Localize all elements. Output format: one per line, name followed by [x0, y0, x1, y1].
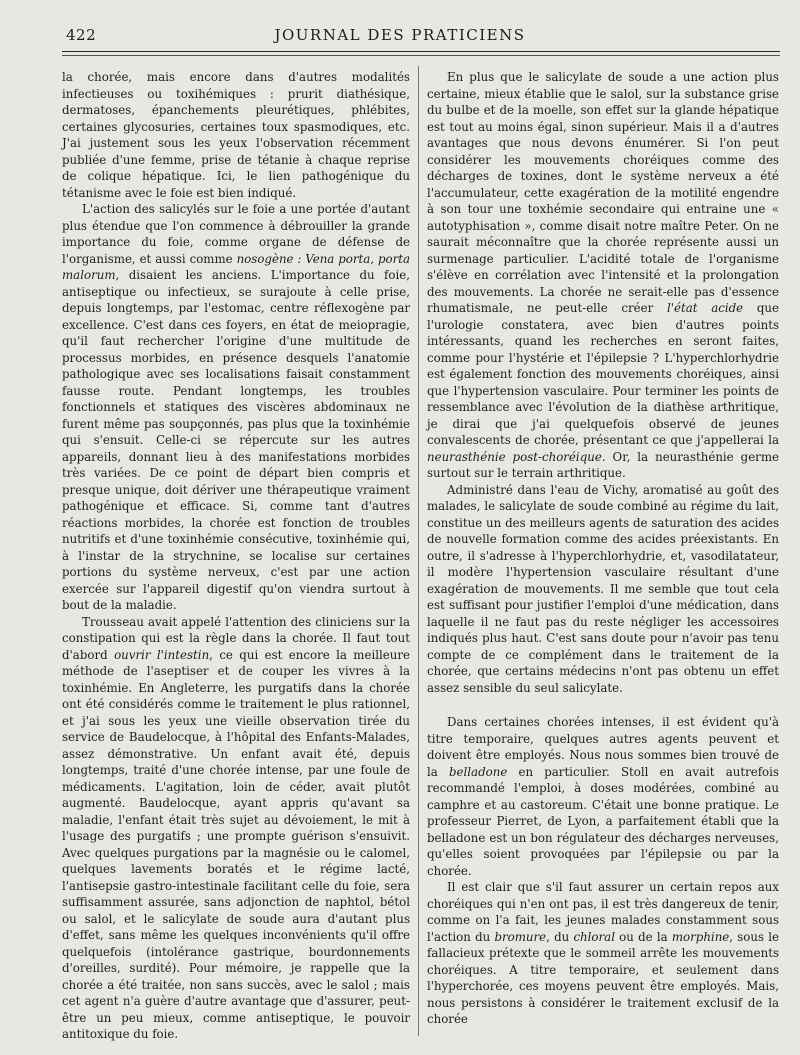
paragraph: Trousseau avait appelé l'attention des cliniciens sur la constipation qui est la règle dans la chorée. Il faut tout d'abord ouvrir l'intestin, ce qui est encore la meilleure méthode de l'aseptiser et de couper les vivres à la toxinhémie. En Angleterre, les purgatifs dans la chorée ont été considérés comme le traitement le plus rationnel, et j'ai sous les yeux une vieille observation tirée du service de Baudelocque, à l'hôpital des Enfants-Malades, assez démonstrative. Un enfant avait été, depuis longtemps, traité d'une chorée intense, par une foule de médicaments. L'agitation, loin de céder, avait plutôt augmenté. Baudelocque, ayant appris qu'avant sa maladie, l'enfant était très sujet au dévoiement, le mit à l'usage des purgatifs ; une prompte guérison s'ensuivit. Avec quelques purgations par la magnésie ou le calomel, quelques lavements boratés et le régime lacté, l'antisepsie gastro-intestinale facilitant celle du foie, sera suffisamment assurée, sans adjonction de naphtol, bétol ou salol, et le salicylate de soude aura d'autant plus d'effet, sans même les quelques inconvénients qu'il offre quelquefois (intolérance gastrique, bourdonnements d'oreilles, surdité). Pour mémoire, je rappelle que la chorée a été traitée, non sans succès, avec le salol ; mais cet agent n'a guère d'autre avantage que d'assurer, peut-être un peu mieux, comme antiseptique, le pouvoir antitoxique du foie.: [62, 614, 410, 1041]
paragraph: L'action des salicylés sur le foie a une portée d'autant plus étendue que l'on commence à débrouiller la grande importance du foie, comme organe de défense de l'organisme, et aussi comme nosogène : Vena porta, porta malorum, disaient les anciens. L'importance du foie, antiseptique ou infectieux, se surajoute à celle prise, depuis longtemps, par l'estomac, centre réflexogène par excellence. C'est dans ces foyers, en état de meiopragie, qu'il faut rechercher l'origine d'une multitude de processus morbides, en présence desquels l'anatomie pathologique avec ses localisations faisait constamment fausse route. Pendant longtemps, les troubles fonctionnels et statiques des viscères abdominaux ne furent même pas soupçonnés, pas plus que la toxinhémie qui s'ensuit. Celle-ci se répercute sur les autres appareils, donnant lieu à des manifestations morbides très variées. De ce point de départ bien compris et presque unique, doit dériver une thérapeutique vraiment pathogénique et efficace. Si, comme tant d'autres réactions morbides, la chorée est fonction de troubles nutritifs et d'une toxinhémie consécutive, toxinhémie qui, à l'instar de la strychnine, se localise sur certaines portions du système nerveux, c'est par une action exercée sur l'appareil digestif qu'on viendra surtout à bout de la maladie.: [62, 202, 411, 612]
paragraph: Il est clair que s'il faut assurer un certain repos aux choréiques qui n'en ont pas, il est très dangereux de tenir, comme on l'a fait, les jeunes malades constamment sous l'action du bromure, du chloral ou de la morphine, sous le fallacieux prétexte que le sommeil arrête les mouvements choréiques. A titre temporaire, et seulement dans l'hyperchorée, ces moyens peuvent être employés. Mais, nous persistons à considérer le traitement exclusif de la chorée: [427, 880, 779, 1026]
header-rule: [62, 51, 780, 52]
paragraph: Dans certaines chorées intenses, il est évident qu'à titre temporaire, quelques autres agents peuvent et doivent être employés. Nous nous sommes bien trouvé de la belladone en particulier. Stoll en avait autrefois recommandé l'emploi, à doses modérées, combiné au camphre et au castoreum. C'était une bonne pratique. Le professeur Pierret, de Lyon, a parfaitement établi que la belladone est un bon régulateur des décharges nerveuses, qu'elles soient provoquées par l'épilepsie ou par la chorée.: [427, 715, 779, 878]
paragraph: En plus que le salicylate de soude a une action plus certaine, mieux établie que le salol, sur la substance grise du bulbe et de la moelle, son effet sur la glande hépatique est tout au moins égal, sinon supérieur. Mais il a d'autres avantages que nous devons énumérer. Si l'on peut considérer les mouvements choréiques comme des décharges de toxines, dont le système nerveux a été l'accumulateur, cette exagération de la motilité engendre à son tour une toxhémie secondaire qui entraine une « autotyphisation », comme disait notre maître Peter. On ne saurait méconnaître que la chorée représente aussi un surmenage particulier. L'acidité totale de l'organisme s'élève en corrélation avec l'intensité et la prolongation des mouvements. La chorée ne serait-elle pas d'essence rhumatismale, ne peut-elle créer l'état acide que l'urologie constatera, avec bien d'autres points intéressants, quand les recherches en seront faites, comme pour l'hystérie et l'épilepsie ? L'hyperchlorhydrie est également fonction des mouvements choréiques, ainsi que l'hypertension vasculaire. Pour terminer les points de ressemblance avec l'évolution de la diathèse arthritique, je dirai que j'ai quelquefois observé de jeunes convalescents de chorée, présentant ce que j'appellerai la neurasthénie post-choréique. Or, la neurasthénie germe surtout sur le terrain arthritique.: [427, 70, 779, 480]
left-column: [62, 69, 410, 1043]
header-rule-thin: [62, 55, 780, 56]
paragraph: Administré dans l'eau de Vichy, aromatisé au goût des malades, le salicylate de soude combiné au régime du lait, constitue un des meilleurs agents de saturation des acides de nouvelle formation comme des acides préexistants. En outre, il s'adresse à l'hyperchlorhydrie, et, vasodilatateur, il modère l'hypertension vasculaire résultant d'une exagération de mouvements. Il me semble que tout cela est suffisant pour justifier l'emploi d'une médication, dans laquelle il ne faut pas du reste négliger les accessoires indiqués plus haut. C'est sans doute pour n'avoir pas tenu compte de ce complément dans le traitement de la chorée, que certains médecins n'ont pas obtenu un effet assez sensible du seul salicylate.: [427, 482, 779, 695]
column-divider: [418, 66, 419, 1036]
page-number: 422: [66, 26, 97, 44]
paragraph: la chorée, mais encore dans d'autres modalités infectieuses ou toxihémiques : prurit diathésique, dermatoses, épanchements pleurétiques, phlébites, certaines glycosuries, certaines toux spasmodiques, etc. J'ai justement sous les yeux l'observation récemment publiée d'une femme, prise de tétanie à chaque reprise de colique hépatique. Ici, le lien pathogénique du tétanisme avec le foie est bien indiqué.: [62, 70, 410, 200]
running-head: JOURNAL DES PRATICIENS: [274, 26, 526, 44]
right-column: [427, 69, 779, 1028]
page-header: [0, 0, 800, 52]
